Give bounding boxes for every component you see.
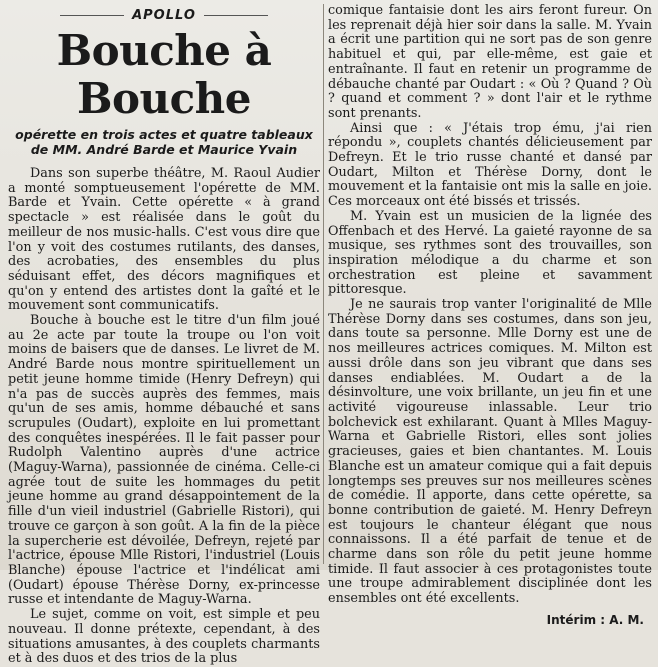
article-paragraph: Dans son superbe théâtre, M. Raoul Audier a monté somptueusement l'opérette de MM. Barde et Yvain. Cette opérette « à grand spectacle » est réalisée dans le goût du meilleur de nos music-halls. C'est vous dire que l'on y voit des costumes rutilants, des danses, des acrobaties, des ensembles du plus séduisant effet, des décors magnifiques et qu'on y entend des artistes dont la gaîté et le mouvement sont communicatifs.	[8, 166, 320, 314]
article-paragraph: Bouche à bouche est le titre d'un film joué au 2e acte par toute la troupe ou l'on voit moins de baisers que de danses. Le livret de M. André Barde nous montre spirituellement un petit jeune homme timide (Henry Defreyn) qui n'a pas de succès auprès des femmes, mais qu'un de ses amis, homme débauché et sans scrupules (Oudart), exploite en lui promettant des conquêtes inespérées. Il le fait passer pour Rudolph Valentino auprès d'une actrice (Maguy-Warna), passionnée de cinéma. Celle-ci agrée tout de suite les hommages du petit jeune homme au grand désappointement de la fille d'un vieil industriel (Gabrielle Ristori), qui trouve ce garçon à son goût. A la fin de la pièce la supercherie est dévoilée, Defreyn, rejeté par l'actrice, épouse Mlle Ristori, l'industriel (Louis Blanche) épouse l'actrice et l'indélicat ami (Oudart) épouse Thérèse Dorny, ex-princesse russe et intendante de Maguy-Warna.	[8, 313, 320, 608]
rubric-rule-right	[204, 15, 268, 16]
right-column	[328, 3, 652, 627]
left-column	[8, 4, 320, 667]
article-paragraph: Je ne saurais trop vanter l'originalité de Mlle Thérèse Dorny dans ses costumes, dans son jeu, dans toute sa personne. Mlle Dorny est une de nos meilleures actrices comiques. M. Milton est aussi drôle dans son jeu vibrant que dans ses danses endiablées. M. Oudart a de la désinvolture, une voix brillante, un jeu fin et une activité vigoureuse inlassable. Leur trio bolchevick est exhilarant. Quant à Mlles Maguy-Warna et Gabrielle Ristori, elles sont jolies gracieuses, gaies et bien chantantes. M. Louis Blanche est un amateur comique qui a fait depuis longtemps ses preuves sur nos meilleures scènes de comédie. Il apporte, dans cette opérette, sa bonne contribution de gaieté. M. Henry Defreyn est toujours le chanteur élégant que nous connaissons. Il a été parfait de tenue et de charme dans son rôle du petit jeune homme timide. Il faut associer à ces protagonistes toute une troupe admirablement disciplinée dont les ensembles ont été excellents.	[328, 297, 652, 607]
rubric-rule-left	[60, 15, 124, 16]
rubric-label: APOLLO	[132, 8, 196, 23]
article-paragraph: M. Yvain est un musicien de la lignée des Offenbach et des Hervé. La gaieté rayonne de sa musique, ses rythmes sont des trouvailles, son inspiration mélodique a du charme et son orchestration est pleine et savamment pittoresque.	[328, 208, 652, 298]
article-paragraph: comique fantaisie dont les airs feront fureur. On les reprenait déjà hier soir dans la salle. M. Yvain a écrit une partition qui ne sort pas de son genre habituel et qui, par elle-même, est gaie et entraînante. Il faut en retenir un programme de débauche chanté par Oudart : « Où ? Quand ? Où ? quand et comment ? » dont l'air et le rythme sont prenants.	[328, 3, 652, 121]
article-subhead: opérette en trois actes et quatre tableaux de MM. André Barde et Maurice Yvain	[15, 127, 313, 157]
section-rubric	[8, 8, 320, 23]
article-paragraph: Le sujet, comme on voit, est simple et peu nouveau. Il donne prétexte, cependant, à des situations amusantes, à des couplets charmants et à des duos et des trios de la plus	[8, 607, 320, 667]
article-paragraph: Ainsi que : « J'étais trop ému, j'ai rien répondu », couplets chantés délicieusement par Defreyn. Et le trio russe chanté et dansé par Oudart, Milton et Thérèse Dorny, dont le mouvement et la fantaisie ont mis la salle en joie. Ces morceaux ont été bissés et trissés.	[328, 120, 652, 210]
article-headline: Bouche à Bouche	[56, 26, 272, 123]
author-signature: Intérim : A. M.	[546, 612, 644, 627]
column-divider	[323, 4, 324, 564]
